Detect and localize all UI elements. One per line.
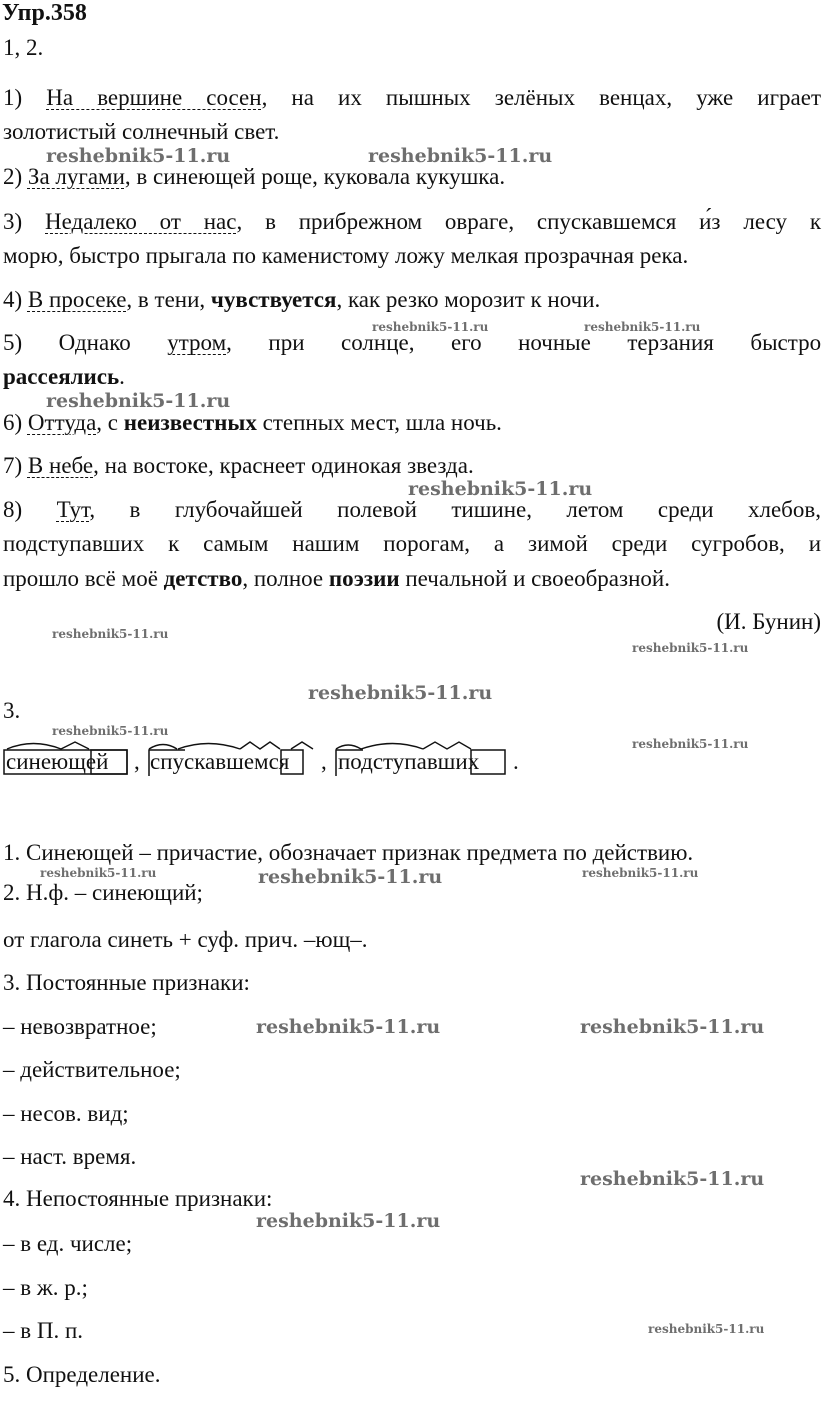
bold-word: чувствуется — [210, 287, 337, 312]
constant-feature-3: – несов. вид; — [3, 1101, 129, 1126]
sentence-5-line-2: рассеялись. — [3, 364, 125, 389]
separator: . — [513, 749, 519, 774]
separator: , — [321, 749, 327, 774]
sentence-4: 4) В просеке, в тени, чувствуется, как резко морозит к ночи. — [3, 287, 601, 312]
watermark: reshebnik5-11.ru — [46, 390, 231, 412]
adverbial-underline: утром — [167, 330, 227, 355]
watermark: reshebnik5-11.ru — [584, 320, 701, 334]
watermark: reshebnik5-11.ru — [372, 320, 489, 334]
constant-feature-2: – действительное; — [3, 1057, 181, 1082]
analysis-point-5: 5. Определение. — [3, 1362, 161, 1387]
adverbial-underline: В небе — [27, 453, 94, 478]
analysis-point-2b: от глагола синеть + суф. прич. –ющ–. — [3, 927, 368, 952]
watermark: reshebnik5-11.ru — [648, 1322, 765, 1336]
sentence-8-line-3: прошло всё моё детство, полное поэзии печальной и своеобразной. — [3, 566, 670, 591]
watermark: reshebnik5-11.ru — [46, 145, 231, 167]
morpheme-word-3: подступавших — [338, 749, 480, 774]
watermark: reshebnik5-11.ru — [632, 737, 749, 751]
sentence-8-line-1: 8) Тут, в глубочайшей полевой тишине, летом среди хлебов, — [3, 497, 821, 522]
sentence-5-line-1: 5) Однако утром, при солнце, его ночные терзания быстро — [3, 330, 822, 355]
sentence-7: 7) В небе, на востоке, краснеет одинокая звезда. — [3, 453, 474, 478]
watermark: reshebnik5-11.ru — [52, 724, 169, 738]
adverbial-underline: На вершине сосен — [46, 85, 262, 110]
watermark: reshebnik5-11.ru — [408, 478, 593, 500]
sentence-2: 2) За лугами, в синеющей роще, куковала кукушка. — [3, 164, 506, 189]
bold-word: детство — [163, 566, 243, 591]
adverbial-underline: За лугами — [27, 164, 125, 189]
author-attribution: (И. Бунин) — [716, 609, 821, 634]
sentence-3-line-2: морю, быстро прыгала по каменистому ложу мелкая прозрачная река. — [3, 243, 689, 268]
watermark: reshebnik5-11.ru — [368, 145, 553, 167]
constant-feature-4: – наст. время. — [3, 1144, 137, 1169]
watermark: reshebnik5-11.ru — [256, 1210, 441, 1232]
watermark: reshebnik5-11.ru — [40, 866, 157, 880]
watermark: reshebnik5-11.ru — [580, 1016, 765, 1038]
analysis-point-3: 3. Постоянные признаки: — [3, 970, 250, 995]
watermark: reshebnik5-11.ru — [580, 1168, 765, 1190]
sentence-6: 6) Оттуда, с неизвестных степных мест, шла ночь. — [3, 410, 502, 435]
analysis-point-4: 4. Непостоянные признаки: — [3, 1186, 273, 1211]
sentence-1-line-2: золотистый солнечный свет. — [3, 119, 280, 144]
bold-word: рассеялись — [3, 364, 120, 389]
analysis-point-2: 2. Н.ф. – синеющий; — [3, 880, 203, 905]
sentence-1-line-1: 1) На вершине сосен, на их пышных зелёных венцах, уже играет — [3, 85, 822, 110]
morpheme-word-1: синеющей — [6, 749, 109, 774]
watermark: reshebnik5-11.ru — [632, 641, 749, 655]
variable-feature-3: – в П. п. — [3, 1318, 84, 1343]
watermark: reshebnik5-11.ru — [582, 866, 699, 880]
separator: , — [134, 749, 140, 774]
watermark: reshebnik5-11.ru — [256, 1016, 441, 1038]
constant-feature-1: – невозвратное; — [3, 1014, 157, 1039]
bold-word: поэзии — [328, 566, 400, 591]
analysis-point-1: 1. Синеющей – причастие, обозначает признак предмета по действию. — [3, 840, 694, 865]
adverbial-underline: Тут — [56, 497, 90, 522]
morpheme-word-2: спускавшемся — [150, 749, 290, 774]
variable-feature-1: – в ед. числе; — [3, 1231, 133, 1256]
variable-feature-2: – в ж. р.; — [3, 1275, 88, 1300]
watermark: reshebnik5-11.ru — [52, 627, 169, 641]
adverbial-underline: Оттуда — [27, 410, 97, 435]
sentence-8-line-2: подступавших к самым нашим порогам, а зимой среди сугробов, и — [3, 531, 821, 556]
exercise-title: Упр.358 — [2, 0, 87, 26]
task-label-3: 3. — [3, 698, 21, 723]
sentence-3-line-1: 3) Недалеко от нас, в прибрежном овраге, спускавшемся и́з лесу к — [3, 209, 822, 234]
adverbial-underline: В просеке — [27, 287, 127, 312]
task-label-1-2: 1, 2. — [3, 35, 44, 60]
bold-word: неизвестных — [123, 410, 257, 435]
watermark: reshebnik5-11.ru — [258, 866, 443, 888]
adverbial-underline: Недалеко от нас — [45, 209, 237, 234]
watermark: reshebnik5-11.ru — [308, 682, 493, 704]
